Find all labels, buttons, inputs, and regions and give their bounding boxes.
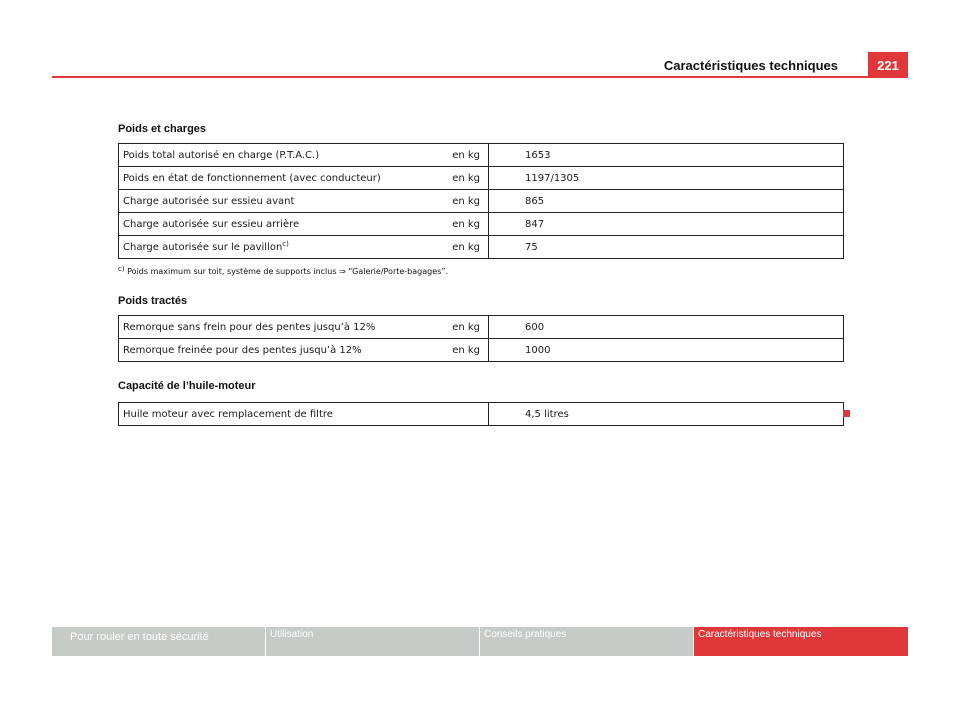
table-row [119,190,844,213]
row-unit: en kg [439,167,489,190]
table-row [119,167,844,190]
table-row [119,403,844,426]
row-unit: en kg [439,339,489,362]
row-label: Remorque sans frein pour des pentes jusqu’à 12% [119,316,440,339]
table-row [119,144,844,167]
footnote-marker: c) [118,265,125,273]
section-heading-towing: Poids tractés [118,295,188,307]
row-label: Remorque freinée pour des pentes jusqu’à 12% [119,339,440,362]
page-number: 221 [868,52,908,76]
towing-table [118,315,844,362]
row-value: 1197/1305 [489,167,844,190]
row-unit: en kg [439,236,489,259]
section-heading-oil: Capacité de l’huile-moteur [118,380,256,392]
row-value: 75 [489,236,844,259]
row-unit: en kg [439,144,489,167]
row-value: 600 [489,316,844,339]
page-title: Caractéristiques techniques [663,58,838,73]
table-row [119,316,844,339]
row-value: 1000 [489,339,844,362]
table-row [119,236,844,259]
row-label: Poids en état de fonctionnement (avec conducteur) [119,167,440,190]
row-unit: en kg [439,316,489,339]
footer-tab-securite[interactable]: Pour rouler en toute sécurité [52,627,265,656]
row-label: Charge autorisée sur le pavillon [123,241,283,253]
footnote-ref: c) [282,239,289,248]
row-label: Charge autorisée sur essieu arrière [119,213,440,236]
oil-table [118,402,844,426]
row-label: Huile moteur avec remplacement de filtre [119,403,440,426]
row-label: Poids total autorisé en charge (P.T.A.C.) [119,144,440,167]
row-label-with-note [119,236,440,259]
weights-table [118,143,844,259]
footnote [118,267,448,276]
row-unit: en kg [439,190,489,213]
table-row [119,339,844,362]
footer-nav [52,627,908,656]
section-end-marker [843,410,850,417]
footer-tab-caracteristiques[interactable]: Caractéristiques techniques [694,627,908,656]
row-value: 1653 [489,144,844,167]
row-label: Charge autorisée sur essieu avant [119,190,440,213]
row-value: 847 [489,213,844,236]
table-row [119,213,844,236]
row-unit: en kg [439,213,489,236]
row-unit [439,403,489,426]
footnote-text: Poids maximum sur toit, système de supports inclus ⇒ “Galerie/Porte-bagages”. [127,267,448,276]
row-value: 865 [489,190,844,213]
section-heading-weights: Poids et charges [118,123,207,135]
footer-tab-utilisation[interactable]: Utilisation [266,627,479,656]
row-value: 4,5 litres [489,403,844,426]
header-rule [52,76,908,78]
footer-tab-conseils[interactable]: Conseils pratiques [480,627,693,656]
